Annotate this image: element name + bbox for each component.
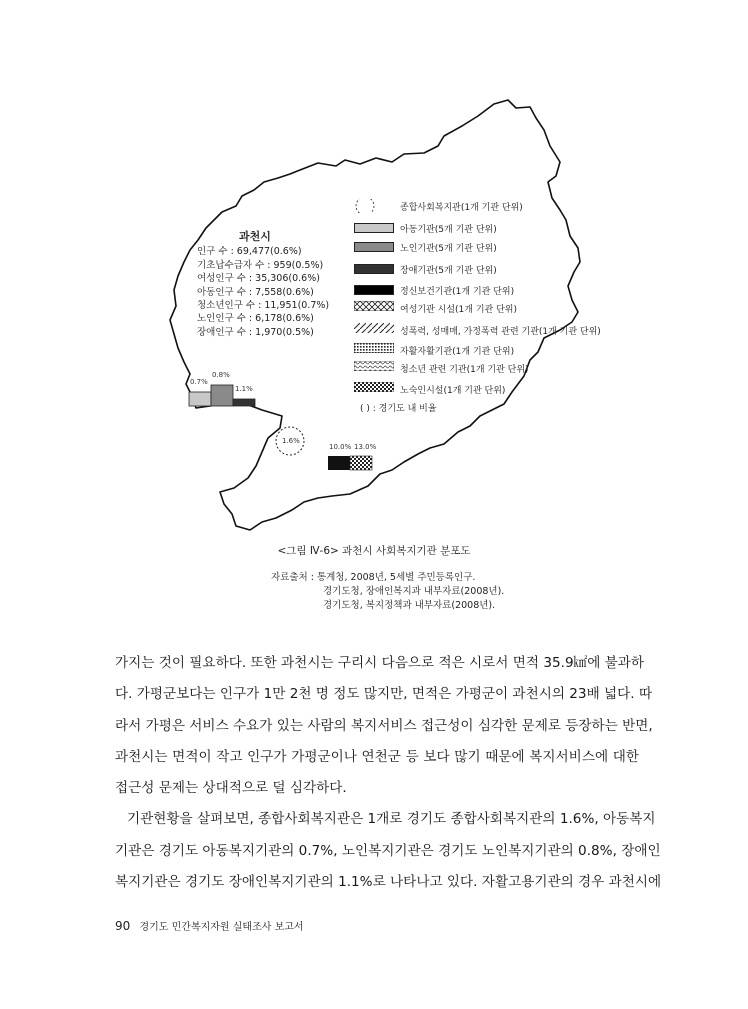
legend-note: ( ) : 경기도 내 비율 (360, 403, 437, 414)
body-line: 다. 가평군보다는 인구가 1만 2천 명 정도 많지만, 면적은 가평군이 과천시의 23배 넓다. 따 (115, 686, 653, 703)
stat-line: 노인인구 수 : 6,178(0.6%) (197, 313, 314, 325)
legend-item: 장애기관(5개 기관 단위) (354, 262, 497, 276)
body-line: 접근성 문제는 상대적으로 덜 심각하다. (115, 780, 347, 797)
source-line: 자료출처 : 통계청, 2008년, 5세별 주민등록인구. (271, 572, 476, 583)
legend-item: 성폭력, 성매매, 가정폭력 관련 기관(1개 기관 단위) (354, 323, 601, 337)
diagonal-swatch-icon (354, 325, 394, 335)
source-line: 경기도청, 복지정책과 내부자료(2008년). (323, 600, 496, 611)
bar-children (189, 392, 211, 406)
body-line: 가지는 것이 필요하다. 또한 과천시는 구리시 다음으로 적은 시로서 면적 35.9㎢에 불과하 (115, 655, 645, 671)
body-line: 과천시는 면적이 작고 인구가 가평군이나 연천군 등 보다 많기 때문에 복지서비스에 대한 (115, 748, 639, 765)
body-line: 기관현황을 살펴보면, 종합사회복지관은 1개로 경기도 종합사회복지관의 1.6%, 아동복지 (127, 811, 656, 828)
stat-line: 청소년인구 수 : 11,951(0.7%) (197, 300, 330, 312)
stat-line: 여성인구 수 : 35,306(0.6%) (197, 273, 320, 285)
legend-item: 종합사회복지관(1개 기관 단위) (354, 199, 523, 213)
source-line: 경기도청, 장애인복지과 내부자료(2008년). (323, 586, 505, 597)
stat-line: 기초납수급자 수 : 959(0.5%) (197, 259, 324, 271)
footer-title: 경기도 민간복지자원 실태조사 보고서 (139, 922, 304, 933)
check-swatch-icon (354, 384, 394, 394)
body-line: 라서 가평은 서비스 수요가 있는 사람의 복지서비스 접근성이 심각한 문제로 등장하는 반면, (115, 717, 653, 734)
body-line: 복지기관은 경기도 장애인복지기관의 1.1%로 나타나고 있다. 자활고용기관의 경우 과천시에 (115, 874, 662, 891)
box-label: 10.0% (329, 443, 352, 451)
bar-disabled (233, 399, 255, 406)
page-footer (115, 918, 304, 933)
bar-label: 1.1% (235, 385, 253, 393)
dots-swatch-icon (354, 345, 394, 355)
figure-caption: <그림 Ⅳ-6> 과천시 사회복지기관 분포도 (277, 545, 471, 557)
circle-label: 1.6% (282, 437, 300, 445)
region-stats (197, 230, 329, 339)
stat-line: 장애인구 수 : 1,970(0.5%) (197, 326, 314, 338)
legend-item: 노인기관(5개 기관 단위) (354, 240, 497, 254)
bar-label: 0.8% (212, 371, 230, 379)
box-label: 13.0% (354, 443, 377, 451)
legend-item: 아동기관(5개 기관 단위) (354, 221, 497, 235)
bar-elderly (211, 385, 233, 406)
mid-swatch-icon (354, 242, 394, 252)
page-number: 90 (115, 919, 131, 933)
circle-swatch-icon (354, 201, 394, 211)
legend-item: 청소년 관련 기관(1개 기관 단위) (354, 361, 529, 375)
wave-swatch-icon (354, 363, 394, 373)
figure-source (271, 571, 504, 613)
black-swatch-icon (354, 285, 394, 295)
mental-health-box (328, 456, 350, 470)
body-line: 기관은 경기도 아동복지기관의 0.7%, 노인복지기관은 경기도 노인복지기관의 0.8%, 장애인 (115, 842, 661, 859)
region-title: 과천시 (239, 230, 271, 243)
cross-swatch-icon (354, 303, 394, 313)
stat-line: 아동인구 수 : 7,558(0.6%) (197, 286, 314, 298)
legend-item: 정신보건기관(1개 기관 단위) (354, 283, 514, 297)
legend-item: 자활자활기관(1개 기관 단위) (354, 343, 514, 357)
stat-line: 인구 수 : 69,477(0.6%) (197, 246, 302, 258)
legend-item: 노숙인시설(1개 기관 단위) (354, 382, 505, 396)
light-swatch-icon (354, 223, 394, 233)
body-text (115, 648, 662, 898)
bar-label: 0.7% (190, 378, 208, 386)
dark-swatch-icon (354, 264, 394, 274)
pattern-box (350, 456, 372, 470)
legend-item: 여성기관 시설(1개 기관 단위) (354, 301, 517, 315)
